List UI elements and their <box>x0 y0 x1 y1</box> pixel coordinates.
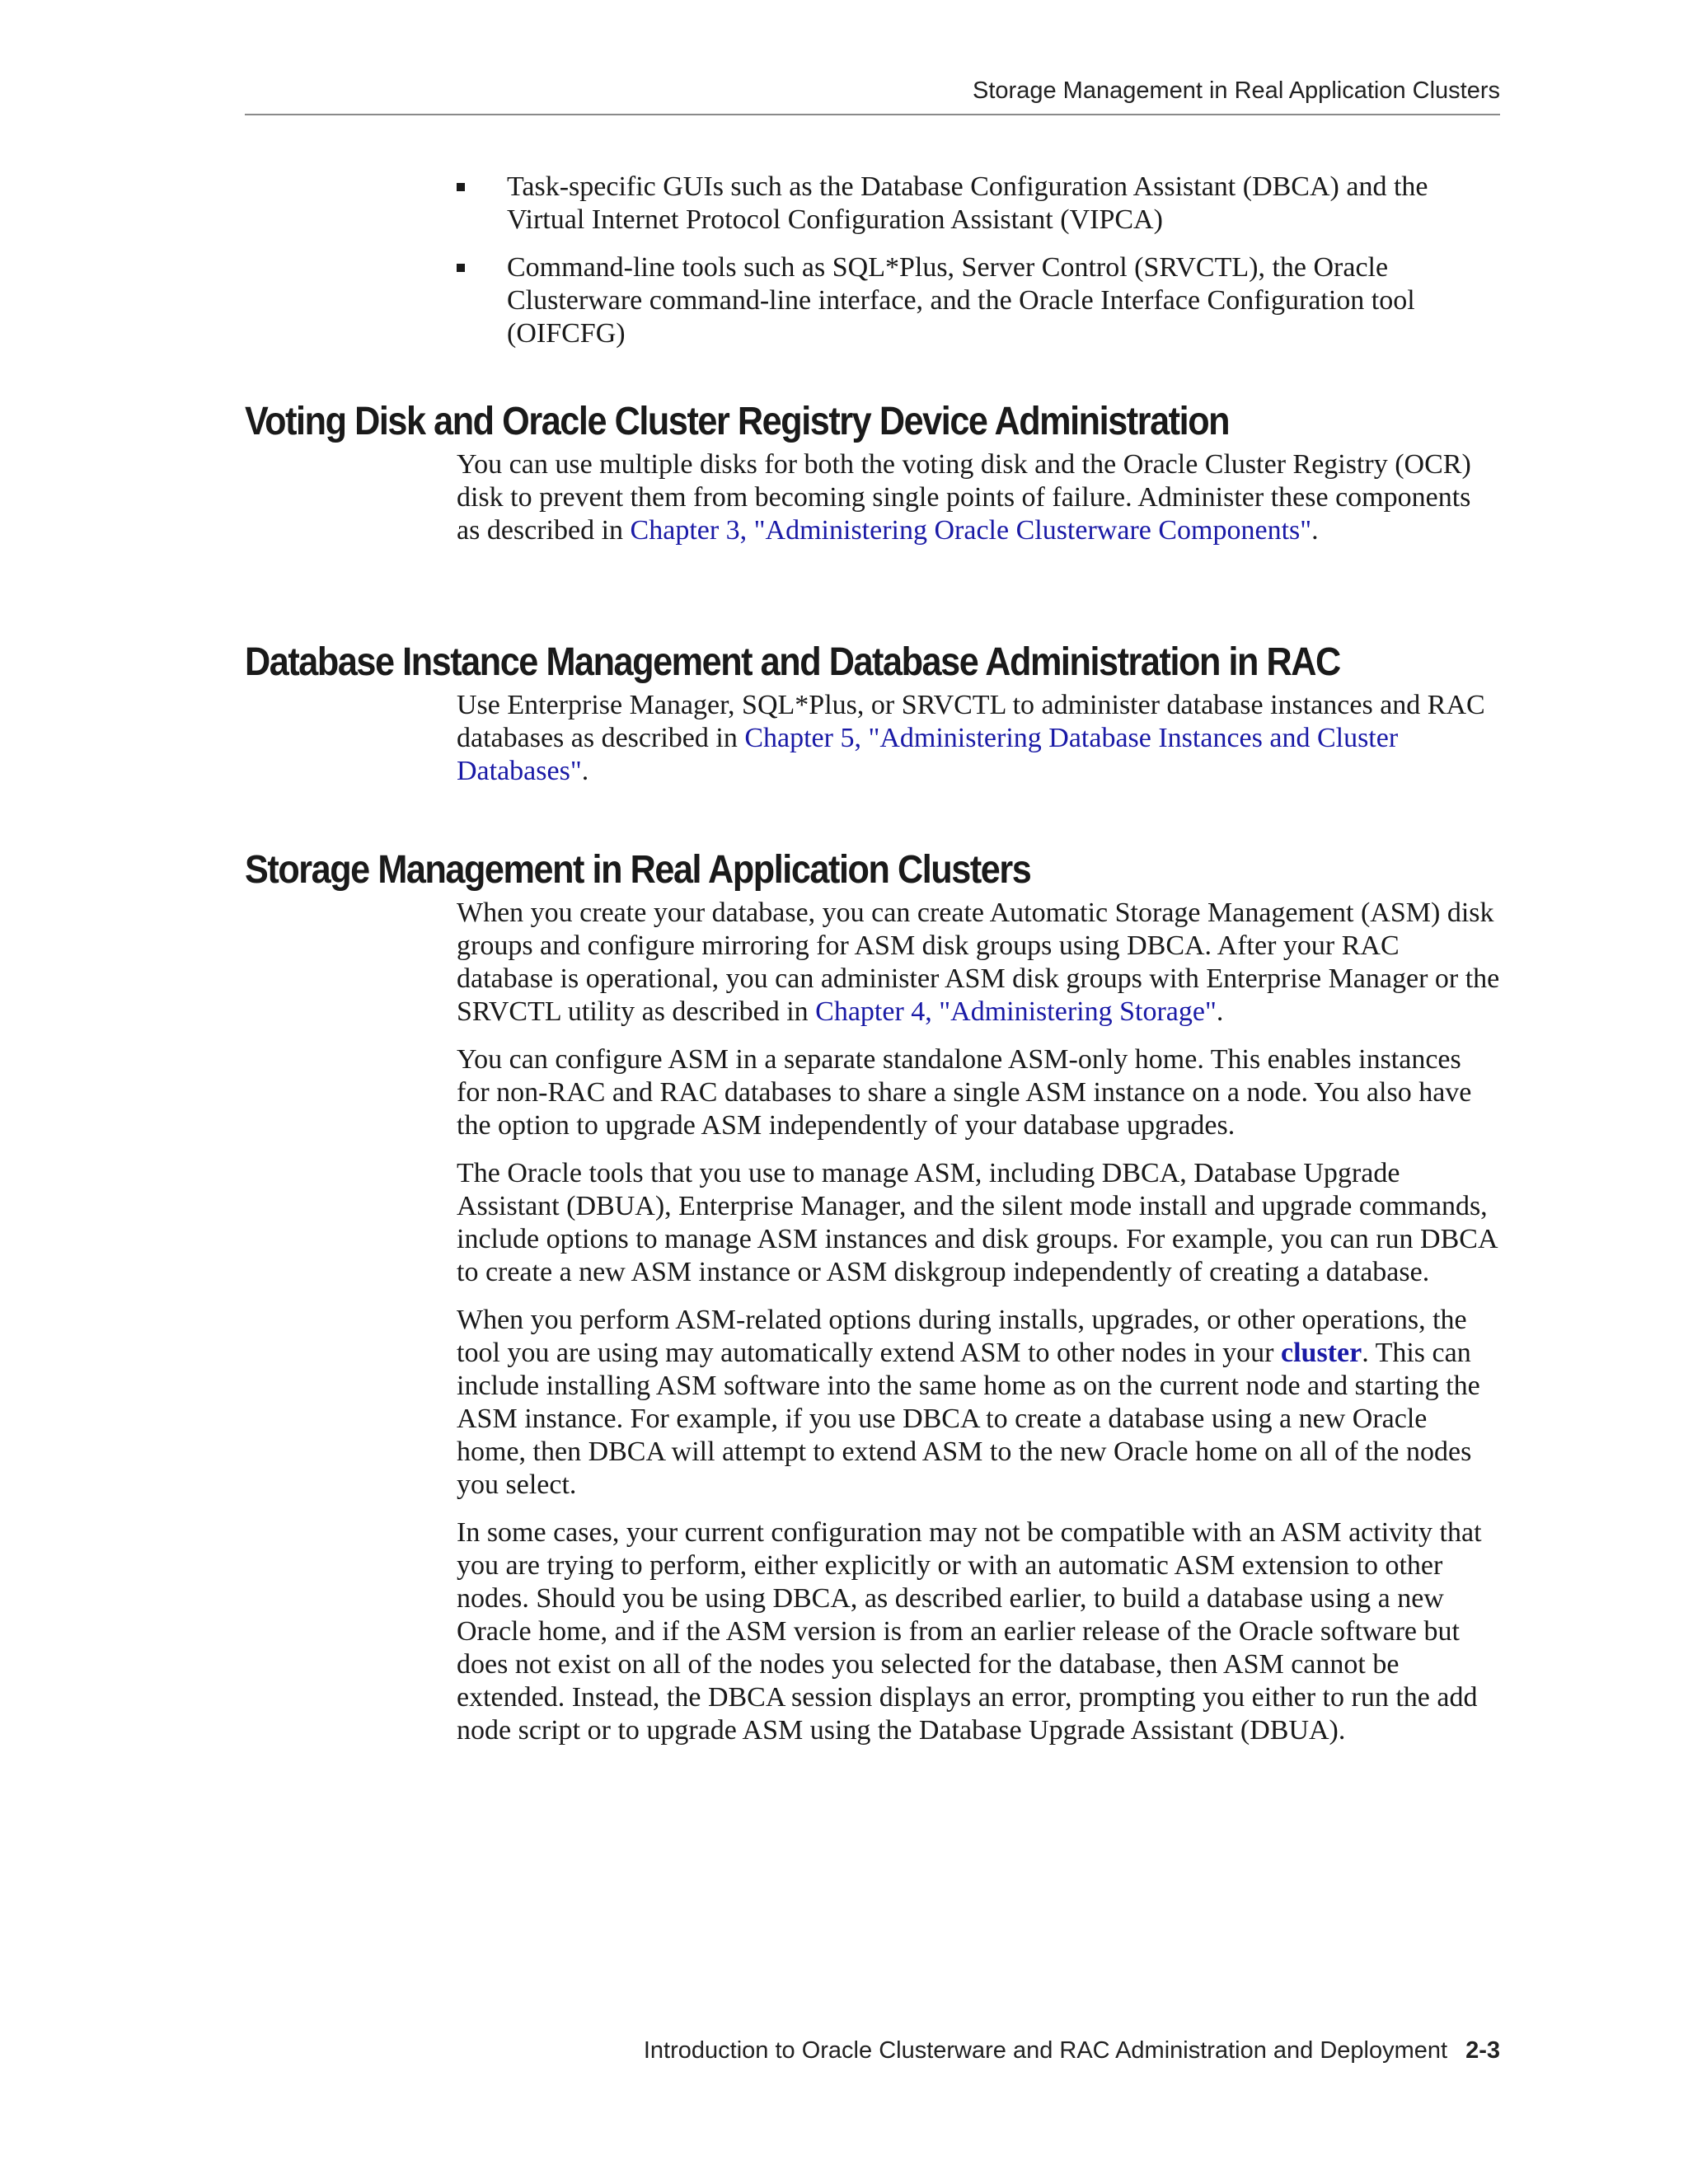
section-heading: Voting Disk and Oracle Cluster Registry Device Administration <box>245 400 1230 443</box>
paragraph-text: You can use multiple disks for both the voting disk and the Oracle Cluster Registry (OCR) disk to prevent them from becoming single points of failure. Administer these components as described in <box>457 449 1471 546</box>
section-heading: Storage Management in Real Application Clusters <box>245 848 1031 892</box>
list-item <box>457 251 1500 350</box>
bullet-text: Task-specific GUIs such as the Database Configuration Assistant (DBCA) and the Virtual Internet Protocol Configuration Assistant (VIPCA) <box>507 171 1428 235</box>
paragraph-text: . <box>1216 996 1224 1027</box>
section-body <box>457 897 1500 1747</box>
chapter-5-link[interactable]: Chapter 5, "Administering Database Instances and Cluster Databases" <box>457 723 1399 786</box>
chapter-4-link[interactable]: Chapter 4, "Administering Storage" <box>815 996 1217 1027</box>
square-bullet-icon <box>457 264 465 272</box>
paragraph-text: . This can include installing ASM software into the same home as on the current node and starting the ASM instance. For example, if you use DBCA to create a database using a new Oracle home, then DBCA will attempt to extend ASM to the new Oracle home on all of the nodes you select. <box>457 1338 1480 1500</box>
square-bullet-icon <box>457 183 465 191</box>
paragraph-text: When you perform ASM-related options during installs, upgrades, or other operations, the tool you are using may automatically extend ASM to other nodes in your <box>457 1305 1467 1368</box>
paragraph-text: Use Enterprise Manager, SQL*Plus, or SRVCTL to administer database instances and RAC databases as described in <box>457 690 1485 753</box>
paragraph-text: When you create your database, you can create Automatic Storage Management (ASM) disk groups and configure mirroring for ASM disk groups using DBCA. After your RAC database is operational, you can administer ASM disk groups with Enterprise Manager or the SRVCTL utility as described in <box>457 898 1500 1027</box>
list-item <box>457 171 1500 237</box>
tools-bullet-list <box>457 171 1500 365</box>
running-footer <box>644 2037 1500 2064</box>
paragraph: You can configure ASM in a separate standalone ASM-only home. This enables instances for non-RAC and RAC databases to share a single ASM instance on a node. You also have the option to upgrade ASM independently of your database upgrades. <box>457 1044 1472 1141</box>
section-body <box>457 689 1500 788</box>
running-header <box>245 73 1500 115</box>
running-header-title: Storage Management in Real Application Clusters <box>973 77 1500 104</box>
paragraph: The Oracle tools that you use to manage ASM, including DBCA, Database Upgrade Assistant (DBUA), Enterprise Manager, and the silent mode install and upgrade commands, include options to manage ASM instances and disk groups. For example, you can run DBCA to create a new ASM instance or ASM diskgroup independently of creating a database. <box>457 1158 1497 1287</box>
section-instance-management <box>245 640 1500 803</box>
footer-book-title: Introduction to Oracle Clusterware and RAC Administration and Deployment <box>643 2037 1448 2064</box>
section-voting-disk <box>245 399 1500 562</box>
paragraph <box>457 1304 1500 1502</box>
paragraph-text: . <box>1311 515 1319 546</box>
section-body <box>457 448 1500 547</box>
glossary-term-cluster-link[interactable]: cluster <box>1281 1338 1362 1368</box>
paragraph-text: . <box>581 756 589 786</box>
bullet-text: Command-line tools such as SQL*Plus, Server Control (SRVCTL), the Oracle Clusterware command-line interface, and the Oracle Interface Configuration tool (OIFCFG) <box>507 252 1415 349</box>
section-storage-management <box>245 847 1500 1762</box>
paragraph: In some cases, your current configuration may not be compatible with an ASM activity that you are trying to perform, either explicitly or with an automatic ASM extension to other nodes. Should you be using DBCA, as described earlier, to build a database using a new Oracle home, and if the ASM version is from an earlier release of the Oracle software but does not exist on all of the nodes you selected for the database, then ASM cannot be extended. Instead, the DBCA session displays an error, prompting you either to run the add node script or to upgrade ASM using the Database Upgrade Assistant (DBUA). <box>457 1517 1482 1746</box>
paragraph <box>457 448 1500 547</box>
paragraph <box>457 897 1500 1029</box>
paragraph <box>457 689 1500 788</box>
section-heading: Database Instance Management and Database Administration in RAC <box>245 640 1340 684</box>
chapter-3-link[interactable]: Chapter 3, "Administering Oracle Clusterware Components" <box>630 515 1312 546</box>
page-number: 2-3 <box>1465 2037 1500 2064</box>
